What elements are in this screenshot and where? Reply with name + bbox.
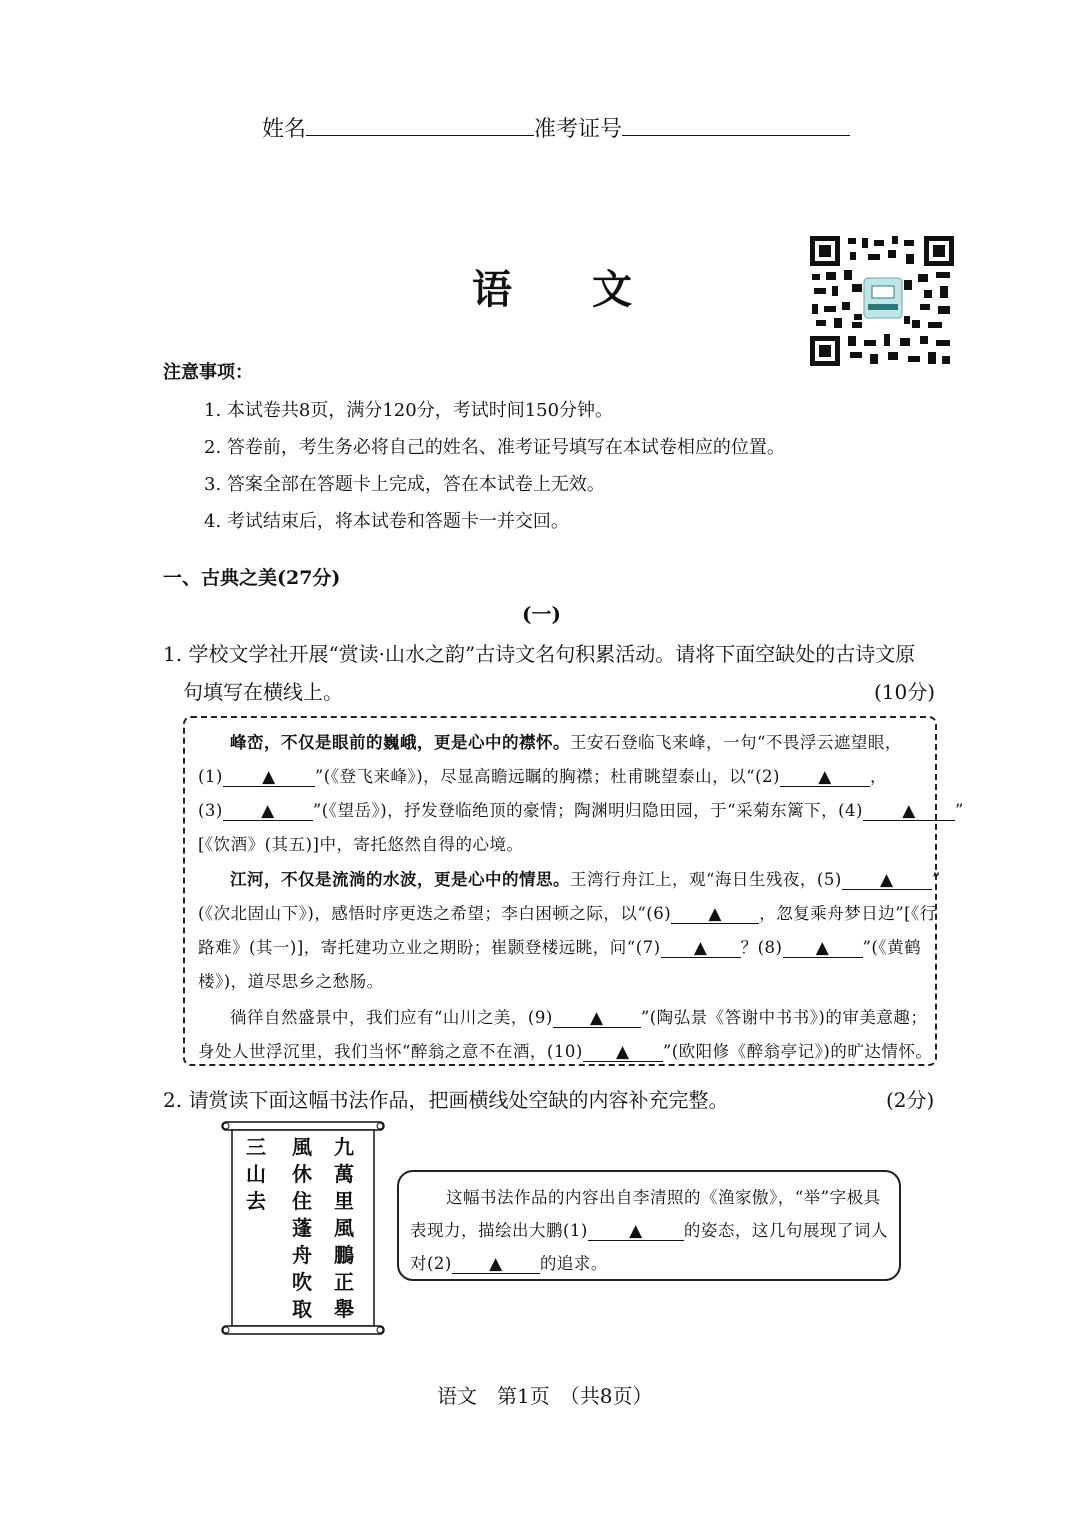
- answer-blank-1[interactable]: ▲: [223, 769, 315, 787]
- context-line1: 这幅书法作品的内容出自李清照的《渔家傲》，“举”字极具: [446, 1188, 881, 1207]
- poem-para1-line1: [230, 729, 902, 753]
- poem-para1-line2: [198, 763, 887, 787]
- poem-para2-line3: [198, 934, 921, 958]
- q2-answer-blank-1[interactable]: ▲: [588, 1223, 684, 1241]
- callig-char: 吹: [292, 1270, 312, 1294]
- callig-char: 三: [246, 1135, 266, 1159]
- q2-points: (2分): [886, 1088, 935, 1112]
- poem-para2-line2: [198, 900, 937, 924]
- callig-char: 休: [292, 1162, 312, 1186]
- calligraphy-scroll: [218, 1120, 388, 1338]
- q1-prompt-line1: 1. 学校文学社开展“赏读·山水之韵”古诗文名句积累活动。请将下面空缺处的古诗文原: [163, 642, 916, 666]
- context-text-2a: 表现力，描绘出大鹏(1): [410, 1221, 588, 1240]
- poem-para3-line2: [198, 1038, 932, 1062]
- calligraphy-column-3: [244, 1134, 268, 1215]
- para2-text-a: 王湾行舟江上，观“海日生残夜，(5): [570, 870, 842, 889]
- callig-char: 正: [334, 1270, 354, 1294]
- answer-blank-8[interactable]: ▲: [783, 940, 863, 958]
- blank-num-1: (1): [198, 767, 223, 786]
- q1-points: (10分): [874, 680, 936, 704]
- answer-blank-2[interactable]: ▲: [780, 769, 870, 787]
- callig-char: 舉: [334, 1297, 354, 1321]
- para2-text-c-mid: ？(8): [740, 938, 783, 957]
- calligraphy-column-1: [332, 1134, 356, 1323]
- answer-blank-6[interactable]: ▲: [671, 906, 759, 924]
- para2-lead: 江河，不仅是流淌的水波，更是心中的情思。: [230, 870, 570, 889]
- callig-char: 鵬: [334, 1243, 354, 1267]
- exam-id-blank[interactable]: [622, 113, 850, 136]
- para1-text-b-end: ，: [870, 767, 887, 786]
- context-text-2b: 的姿态，这几句展现了词人: [683, 1221, 888, 1240]
- callig-char: 山: [246, 1162, 266, 1186]
- para2-text-c-end: ”(《黄鹤: [862, 938, 922, 957]
- answer-blank-9[interactable]: ▲: [553, 1010, 641, 1028]
- poem-para1-line3: [198, 797, 964, 821]
- para1-lead: 峰峦，不仅是眼前的巍峨，更是心中的襟怀。: [230, 733, 570, 752]
- callig-char: 里: [334, 1189, 354, 1213]
- notice-item-3: 3. 答案全部在答题卡上完成，答在本试卷上无效。: [204, 474, 605, 495]
- callig-char: 舟: [292, 1243, 312, 1267]
- para2-text-a-end: ”: [931, 870, 941, 889]
- notice-item-1: 1. 本试卷共8页，满分120分，考试时间150分钟。: [204, 400, 614, 421]
- context-line2: [410, 1217, 888, 1241]
- answer-blank-10[interactable]: ▲: [583, 1044, 663, 1062]
- callig-char: 萬: [334, 1162, 354, 1186]
- notice-item-4: 4. 考试结束后，将本试卷和答题卡一并交回。: [204, 511, 569, 532]
- para3-text-a: 徜徉自然盛景中，我们应有“山川之美，(9): [230, 1008, 553, 1027]
- para3-text-b-end: ”(欧阳修《醉翁亭记》)的旷达情怀。: [662, 1042, 933, 1061]
- qr-code-icon: [808, 234, 956, 368]
- notice-item-2: 2. 答卷前，考生务必将自己的姓名、准考证号填写在本试卷相应的位置。: [204, 437, 785, 458]
- q1-prompt-line2: 句填写在横线上。: [183, 680, 343, 704]
- para1-text-a: 王安石登临飞来峰，一句“不畏浮云遮望眼，: [570, 733, 902, 752]
- q2-prompt: 2. 请赏读下面这幅书法作品，把画横线处空缺的内容补充完整。: [163, 1088, 729, 1112]
- answer-blank-4[interactable]: ▲: [863, 803, 955, 821]
- notice-title: 注意事项：: [163, 362, 253, 383]
- answer-blank-7[interactable]: ▲: [661, 940, 741, 958]
- context-text-3b: 的追求。: [539, 1254, 608, 1273]
- para2-text-b-end: ，忽复乘舟梦日边”[《行: [759, 904, 937, 923]
- callig-char: 九: [334, 1135, 354, 1159]
- para1-text-c-end: ”: [955, 801, 964, 820]
- callig-char: 風: [292, 1135, 312, 1159]
- callig-char: 風: [334, 1216, 354, 1240]
- context-line3: [410, 1250, 608, 1274]
- name-label: 姓名: [262, 117, 307, 142]
- poem-para1-line4: [《饮酒》(其五)]中，寄托悠然自得的心境。: [198, 835, 524, 854]
- para2-text-c: 路难》(其一)]，寄托建功立业之期盼；崔颢登楼远眺，问“(7): [198, 938, 661, 957]
- poem-para2-line4: 楼》)，道尽思乡之愁肠。: [198, 972, 384, 991]
- callig-char: 蓬: [292, 1216, 312, 1240]
- answer-blank-3[interactable]: ▲: [223, 803, 313, 821]
- section-heading: 一、古典之美(27分): [163, 567, 341, 589]
- context-text-3a: 对(2): [410, 1254, 452, 1273]
- blank-num-3: (3): [198, 801, 223, 820]
- para1-text-c: ”(《望岳》)，抒发登临绝顶的豪情；陶渊明归隐田园，于“采菊东篱下，(4): [312, 801, 863, 820]
- q2-answer-blank-2[interactable]: ▲: [452, 1256, 540, 1274]
- page-footer: 语文 第1页 （共8页）: [437, 1384, 653, 1408]
- callig-char: 去: [246, 1189, 266, 1213]
- header-name-line: [262, 112, 850, 143]
- page-title: 语 文: [472, 266, 632, 313]
- para1-text-b: ”(《登飞来峰》)，尽显高瞻远瞩的胸襟；杜甫眺望泰山，以“(2): [314, 767, 780, 786]
- para3-text-a-end: ”(陶弘景《答谢中书书》)的审美意趣；: [640, 1008, 928, 1027]
- subsection-heading: (一): [522, 602, 561, 626]
- para2-text-b: (《次北固山下》)，感悟时序更迭之希望；李白困顿之际，以“(6): [198, 904, 672, 923]
- para3-text-b: 身处人世浮沉里，我们当怀“醉翁之意不在酒，(10): [198, 1042, 583, 1061]
- callig-char: 取: [292, 1297, 312, 1321]
- poem-para2-line1: [230, 866, 941, 890]
- calligraphy-column-2: [290, 1134, 314, 1323]
- answer-blank-5[interactable]: ▲: [842, 872, 932, 890]
- name-blank[interactable]: [306, 113, 534, 136]
- exam-id-label: 准考证号: [534, 117, 623, 142]
- poem-para3-line1: [230, 1004, 927, 1028]
- callig-char: 住: [292, 1189, 312, 1213]
